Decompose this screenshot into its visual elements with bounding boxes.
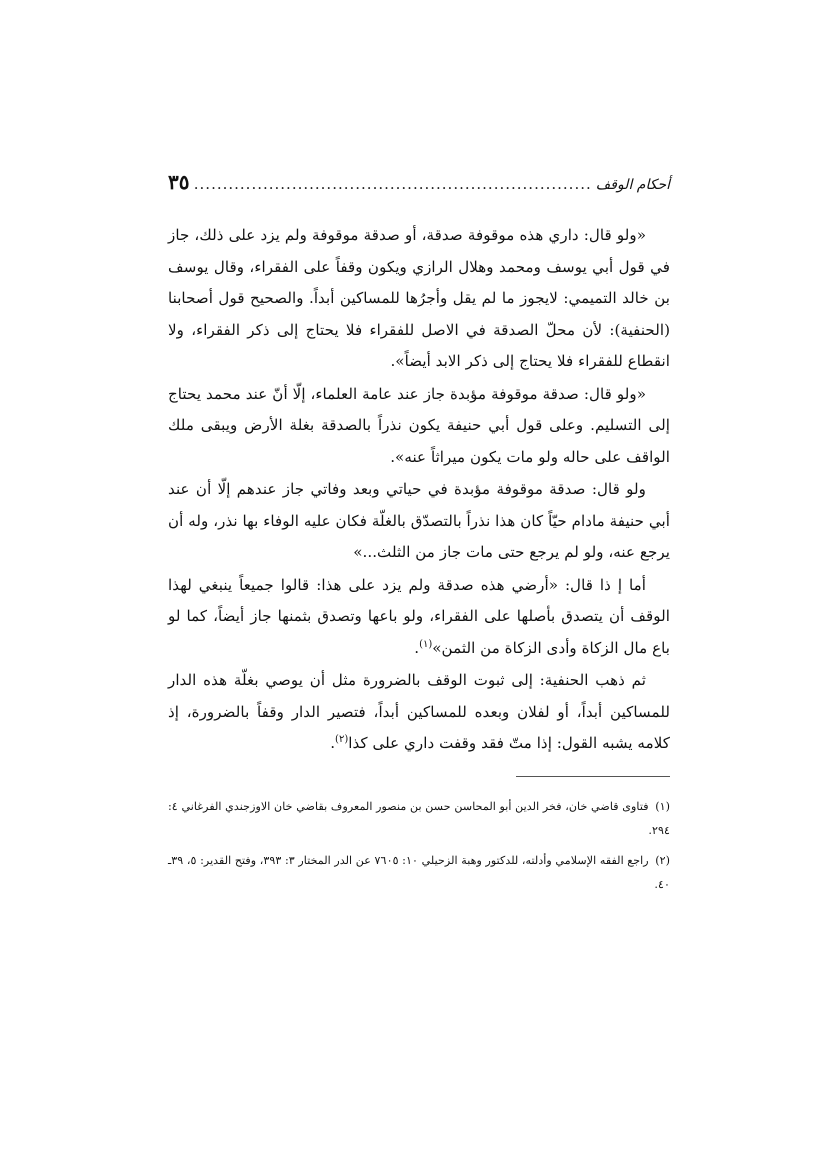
footnote-number: (٢) [655, 853, 671, 867]
footnote-separator [516, 776, 670, 777]
header-dot-leader [195, 175, 591, 193]
footnotes [168, 795, 670, 897]
paragraph: «ولو قال: صدقة موقوفة مؤبدة جاز عند عامة العلماء، إلّا أنّ عند محمد يحتاج إلى التسليم. وعلى قول أبي حنيفة يكون نذراً بالصدقة بغلة الأرض ويبقى ملك الواقف على حاله ولو مات يكون ميراثاً عنه». [168, 384, 670, 466]
paragraph: «ولو قال: داري هذه موقوفة صدقة، أو صدقة موقوفة ولم يزد على ذلك، جاز في قول أبي يوسف ومحمد وهلال الرازي ويكون وقفاً على الفقراء، وقال يوسف بن خالد التميمي: لايجوز ما لم يقل وأجرُها للمساكين أبداً. والصحيح قول أصحابنا (الحنفية): لأن محلّ الصدقة في الاصل للفقراء فلا يحتاج إلى ذكر الفقراء، ولا انقطاع للفقراء فلا يحتاج إلى ذكر الابد أيضاً». [168, 226, 670, 370]
page-number: ٣٥ [168, 170, 190, 194]
body-text [168, 220, 670, 760]
paragraph [168, 665, 670, 760]
footnote-reference: (٢) [335, 733, 349, 745]
paragraph: ولو قال: صدقة موقوفة مؤبدة في حياتي وبعد وفاتي جاز عندهم إلّا أن عند أبي حنيفة مادام حيّاً كان هذا نذراً بالتصدّق بالغلّة فكان عليه الوفاء بها نذر، وله أن يرجع عنه، ولو لم يرجع حتى مات جاز من الثلث...» [168, 480, 670, 561]
paragraph-end: . [330, 734, 336, 752]
footnote [168, 795, 670, 843]
footnote-text: راجع الفقه الإسلامي وأدلته، للدكتور وهبة الزحيلي ١٠: ٧٦٠٥ عن الدر المختار ٣: ٣٩٣، وفتح القدير: ٥، ٣٩ـ ٤٠. [168, 853, 670, 891]
footnote [168, 849, 670, 897]
paragraph-end: . [414, 638, 420, 657]
footnote-reference: (١) [419, 638, 433, 650]
paragraph [168, 570, 670, 665]
book-page [168, 170, 670, 903]
running-header-title: أحكام الوقف [595, 177, 670, 193]
footnote-number: (١) [655, 799, 670, 813]
paragraph-text: ثم ذهب الحنفية: إلى ثبوت الوقف بالضرورة مثل أن يوصي بغلّة هذه الدار للمساكين أبداً، أو لفلان وبعده للمساكين أبداً، فتصير الدار وقفاً بالضرورة، إذ كلامه يشبه القول: إذا متّ فقد وقفت داري على كذا [168, 671, 670, 752]
footnote-text: فتاوى قاضي خان، فخر الدين أبو المحاسن حسن بن منصور المعروف بقاضي خان الاوزجندي الفرغاني ٤: ٢٩٤. [168, 799, 670, 837]
paragraph-text: أما إ ذا قال: «أرضي هذه صدقة ولم يزد على هذا: قالوا جميعاً ينبغي لهذا الوقف أن يتصدق بأصلها على الفقراء، ولو باعها وتصدق بثمنها جاز أيضاً، كما لو باع مال الزكاة وأدى الزكاة من الثمن» [168, 575, 670, 657]
running-header [168, 170, 670, 202]
